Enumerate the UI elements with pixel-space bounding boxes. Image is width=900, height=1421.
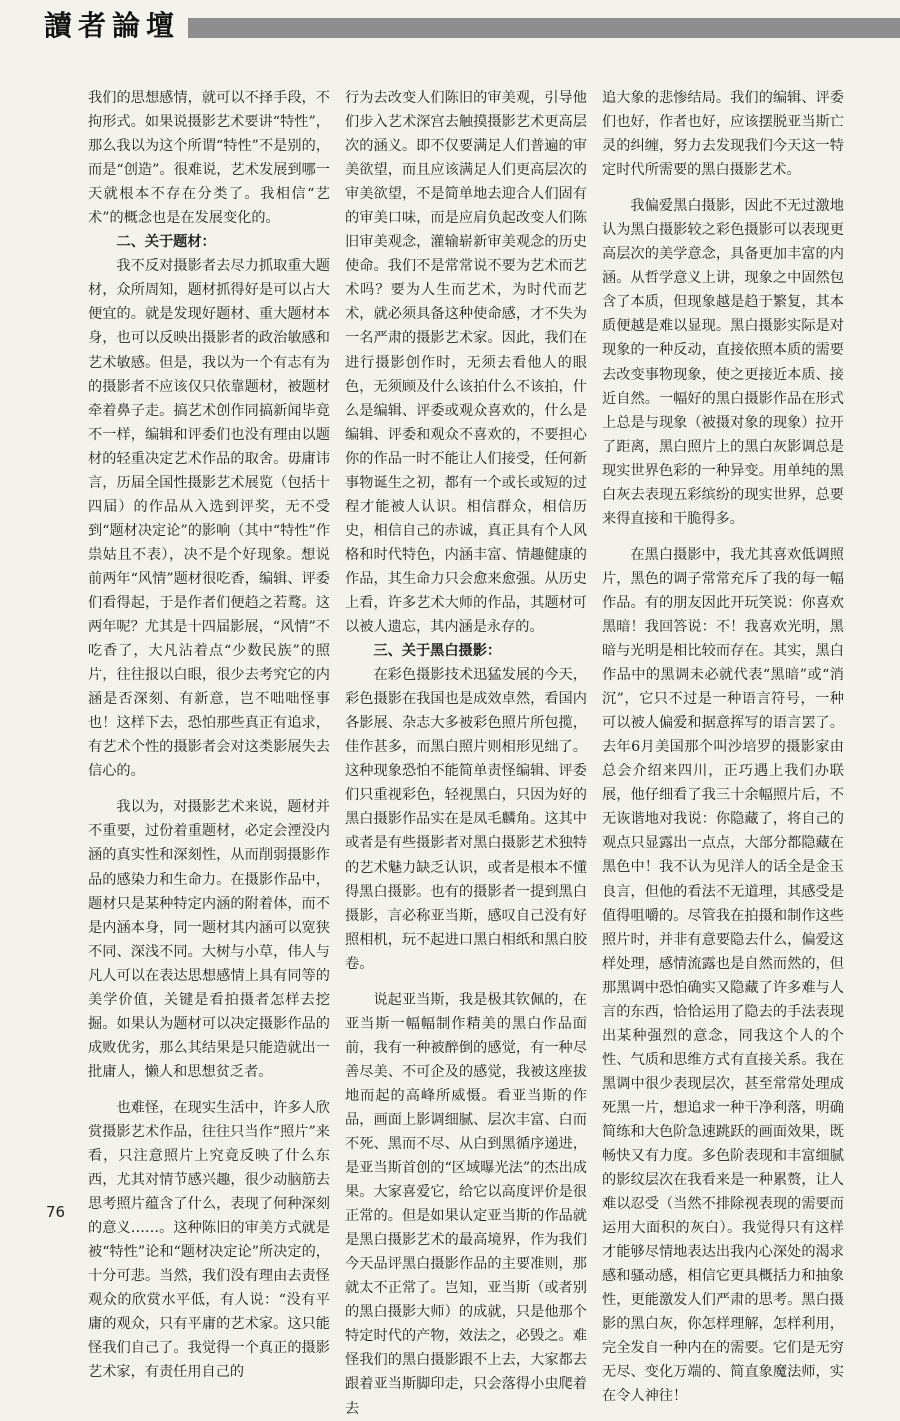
- section-heading: 三、关于黑白摄影：: [373, 643, 502, 660]
- page-header: [0, 0, 900, 48]
- paragraph: 我偏爱黑白摄影，因此不无过激地认为黑白摄影较之彩色摄影可以表现更高层次的美学意念，具备更加丰富的内涵。从哲学意义上讲，现象之中固然包含了本质，但现象越是趋于繁复，其本质便越是难以显现。黑白摄影实际是对现象的一种反动，直接依照本质的需要去改变事物现象，使之更接近本质、接近自然。一幅好的黑白摄影作品在形式上总是与现象（被摄对象的现象）拉开了距离，黑白照片上的黑白灰影调总是现实世界色彩的一种异变。用单纯的黑白灰去表现五彩缤纷的现实世界，总要来得直接和干脆得多。: [602, 198, 844, 527]
- paragraph: 在黑白摄影中，我尤其喜欢低调照片，黑色的调子常常充斥了我的每一幅作品。有的朋友因此开玩笑说：你喜欢黑暗！我回答说：不！我喜欢光明，黑暗与光明是相比较而存在。其实，黑白作品中的黑调未必就代表“黑暗”或“消沉”，它只不过是一种语言符号，一种可以被人偏爱和据意挥写的语言罢了。去年6月美国那个叫沙培罗的摄影家由总会介绍来四川，正巧遇上我们办联展，他仔细看了我三十余幅照片后，不无诙谐地对我说：你隐藏了，将自己的观点只显露出一点点，大部分都隐藏在黑色中！我不认为见洋人的话全是金玉良言，但他的看法不无道理，其感受是值得咀嚼的。尽管我在拍摄和制作这些照片时，并非有意要隐去什么，偏爱这样处理，感情流露也是自然而然的，但那黑调中恐怕确实又隐藏了许多难与人言的东西，恰恰运用了隐去的手法表现出某种强烈的意念，同我这个人的个性、气质和思维方式有直接关系。我在黑调中很少表现层次，甚至常常处理成死黑一片，想追求一种干净利落，明确简练和大色阶急速跳跃的画面效果，既畅快又有力度。多色阶表现和丰富细腻的影纹层次在我看来是一种累赘，让人难以忍受（当然不排除视表现的需要而运用大面积的灰白）。我觉得只有这样才能够尽情地表达出我内心深处的渴求感和骚动感，相信它更具概括力和抽象性，更能激发人们严肃的思考。黑白摄影的黑白灰，你怎样理解，怎样利用，完全发自一种内在的需要。它们是无穷无尽、变化万端的、简直象魔法师，实在令人神往！: [602, 546, 844, 1405]
- paragraph: 我不反对摄影者去尽力抓取重大题材，众所周知，题材抓得好是可以占大便宜的。就是发现好题材、重大题材本身，也可以反映出摄影者的政治敏感和艺术敏感。但是，我以为一个有志有为的摄影者不应该仅只依靠题材，被题材牵着鼻子走。搞艺术创作同搞新闻毕竟不一样，编辑和评委们也没有理由以题材的轻重决定艺术作品的取舍。毋庸讳言，历届全国性摄影艺术展览（包括十四届）的作品从入选到评奖，无不受到“题材决定论”的影响（其中“特性”作祟姑且不表），决不是个好现象。想说前两年“风情”题材很吃香，编辑、评委们看得起，于是作者们便趋之若鹜。这两年呢？尤其是十四届影展，“风情”不吃香了，大凡沾着点“少数民族”的照片，往往报以白眼，很少去考究它的内涵是否深刻、有新意，岂不咄咄怪事也！这样下去，恐怕那些真正有追求，有艺术个性的摄影者会对这类影展失去信心的。: [88, 258, 330, 780]
- section-title: 讀者論壇: [44, 9, 181, 42]
- text-column-2: [345, 86, 587, 1421]
- paragraph: 我以为，对摄影艺术来说，题材并不重要，过份着重题材，必定会湮没内涵的真实性和深刻性，从而削弱摄影作品的感染力和生命力。在摄影作品中，题材只是某种特定内涵的附着体，而不是内涵本身，同一题材其内涵可以宽狭不同、深浅不同。大树与小草，伟人与凡人可以在表达思想感情上具有同等的美学价值，关键是看拍摄者怎样去挖掘。如果认为题材可以决定摄影作品的成败优劣，那么其结果是只能造就出一批庸人，懒人和思想贫乏者。: [88, 799, 330, 1080]
- text-column-1: [88, 86, 330, 1384]
- header-bar: [188, 18, 900, 38]
- paragraph: 追大象的悲惨结局。我们的编辑、评委们也好，作者也好，应该摆脱亚当斯亡灵的纠缠，努力去发现我们今天这一特定时代所需要的黑白摄影艺术。: [602, 90, 844, 179]
- section-heading: 二、关于题材：: [116, 234, 216, 251]
- text-column-3: [602, 86, 844, 1409]
- paragraph: 也难怪，在现实生活中，许多人欣赏摄影艺术作品，往往只当作“照片”来看，只注意照片上究竟反映了什么东西，尤其对情节感兴趣，很少动脑筋去思考照片蕴含了什么，表现了何种深刻的意义……。这种陈旧的审美方式就是被“特性”论和“题材决定论”所决定的，十分可悲。当然，我们没有理由去责怪观众的欣赏水平低，有人说：“没有平庸的观众，只有平庸的艺术家。这只能怪我们自己了。我觉得一个真正的摄影艺术家，有责任用自己的: [88, 1099, 330, 1381]
- paragraph: 我们的思想感情，就可以不择手段，不拘形式。如果说摄影艺术要讲“特性”，那么我以为这个所谓“特性”不是别的，而是“创造”。很难说，艺术发展到哪一天就根本不存在分类了。我相信“艺术”的概念也是在发展变化的。: [88, 90, 330, 227]
- paragraph: 说起亚当斯，我是极其钦佩的，在亚当斯一幅幅制作精美的黑白作品面前，我有一种被醉倒的感觉，有一种尽善尽美、不可企及的感觉，我被这座拔地而起的高峰所威慑。看亚当斯的作品，画面上影调细腻、层次丰富、白而不死、黑而不尽、从白到黑循序递进，是亚当斯首创的“区域曝光法”的杰出成果。大家喜爱它，给它以高度评价是很正常的。但是如果认定亚当斯的作品就是黑白摄影艺术的最高境界，作为我们今天品评黑白摄影作品的主要准则，那就太不正常了。岂知，亚当斯（或者别的黑白摄影大师）的成就，只是他那个特定时代的产物，效法之，必毁之。难怪我们的黑白摄影跟不上去，大家都去跟着亚当斯脚印走，只会落得小虫爬着去: [345, 991, 587, 1417]
- paragraph: 行为去改变人们陈旧的审美观，引导他们步入艺术深宫去触摸摄影艺术更高层次的涵义。即不仅要满足人们普遍的审美欲望，而且应该满足人们更高层次的审美欲望，不是简单地去迎合人们固有的审美口味，而是应肩负起改变人们陈旧审美观念，灌输崭新审美观念的历史使命。我们不是常常说不要为艺术而艺术吗？要为人生而艺术，为时代而艺术，就必须具备这种使命感，才不失为一名严肃的摄影艺术家。因此，我们在进行摄影创作时，无须去看他人的眼色，无须顾及什么该拍什么不该拍，什么是编辑、评委或观众喜欢的，什么是编辑、评委和观众不喜欢的，不要担心你的作品一时不能让人们接受，任何新事物诞生之初，都有一个或长或短的过程才能被人认识。相信群众，相信历史，相信自己的赤诚，真正具有个人风格和时代特色，内涵丰富、情趣健康的作品，其生命力只会愈来愈强。从历史上看，许多艺术大师的作品，其题材可以被人遗忘，其内涵是永存的。: [345, 90, 587, 636]
- page-number: 76: [46, 1203, 66, 1221]
- paragraph: 在彩色摄影技术迅猛发展的今天，彩色摄影在我国也是成效卓然，看国内各影展、杂志大多被彩色照片所包揽，佳作甚多，而黑白照片则相形见绌了。这种现象恐怕不能简单责怪编辑、评委们只重视彩色，轻视黑白，只因为好的黑白摄影作品实在是凤毛麟角。这其中或者是有些摄影者对黑白摄影艺术独特的艺术魅力缺乏认识，或者是根本不懂得黑白摄影。也有的摄影者一提到黑白摄影，言必称亚当斯，感叹自己没有好照相机，玩不起进口黑白相纸和黑白胶卷。: [345, 667, 587, 972]
